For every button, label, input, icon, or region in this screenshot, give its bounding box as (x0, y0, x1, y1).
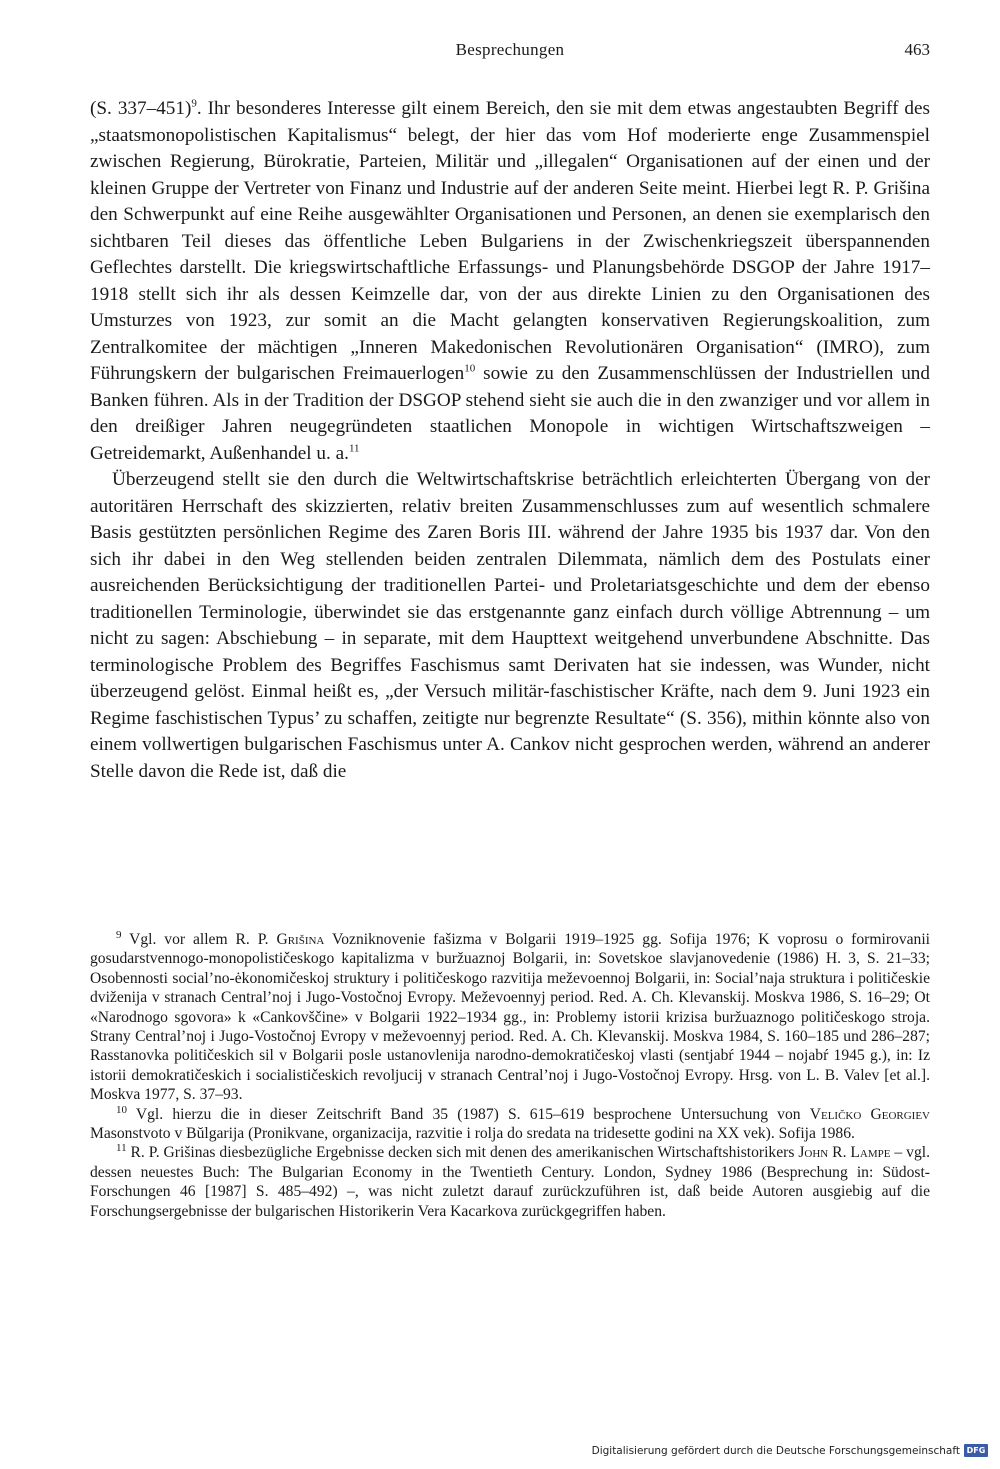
footnote-ref-9[interactable]: 9 (191, 97, 197, 110)
digitization-credit (592, 1444, 988, 1457)
footnote-ref-11[interactable]: 11 (348, 442, 360, 455)
footnote-text: Vozniknovenie fašizma v Bolgarii 1919–1925 gg. Sofija 1976; K voprosu o formirovanii gosudarstvennogo-monopolističeskogo kapitalizma v buržuaznoj Bolgarii, in: Sovetskoe slavjanovedenie (1986) H. 3, S. 21–33; Osobennosti social’no-ėkonomičeskoj struktury i političeskogo razvitija meževoennoj Bolgarii, in: Social’naja struktura i političeskie dviženija v stranach Central’noj i Jugo-Vostočnoj Evropy. Meževoennyj period. Red. A. Ch. Klevanskij. Moskva 1986, S. 16–29; Ot «Narodnogo sgovora» k «Cankovščine» v Bolgarii 1922–1934 gg., in: Problemy istorii krizisa buržuaznogo političeskogo stroja. Strany Central’noj i Jugo-Vostočnoj Evropy v meževoennyj period. Red. A. Ch. Klevanskij. Moskva 1984, S. 160–185 und 286–287; Rasstanovka političeskich sil v Bolgarii posle ustanovlenija narodno-demokratičeskoj vlasti (sentjabŕ 1944 – nojabŕ 1945 g.), in: Iz istorii demokratičeskich i socialističeskich revoljucij v stranach Central’noj i Jugo-Vostočnoj Evropy. Hrsg. von L. B. Valev [et al.]. Moskva 1977, S. 37–93. (90, 931, 930, 1104)
footnote-text: R. P. Grišinas diesbezügliche Ergebnisse decken sich mit denen des amerikanischen Wirtschaftshistorikers (126, 1144, 799, 1162)
paragraph-1-part-b: . Ihr besonderes Interesse gilt einem Bereich, den sie mit dem etwas angestaubten Begriff des „staatsmonopolistischen Kapitalismus“ belegt, der hier das vom Hof moderierte enge Zusammenspiel zwischen Regierung, Bürokratie, Parteien, Militär und „illegalen“ Organisationen auf der einen und der kleinen Gruppe der Vertreter von Finanz und Industrie auf der anderen Seite meint. Hierbei legt R. P. Grišina den Schwerpunkt auf eine Reihe ausgewählter Organisationen und Personen, an denen sie exemplarisch den sichtbaren Teil dieses das öffentliche Leben Bulgariens in der Zwischenkriegszeit überspannenden Geflechtes darstellt. Die kriegswirtschaftliche Erfassungs- und Planungsbehörde DSGOP der Jahre 1917–1918 stellt sich ihr als dessen Keimzelle dar, von der aus direkte Linien zu den Organisationen des Umsturzes von 1923, zur somit an die Macht gelangten konservativen Regierungskoalition, zum Zentralkomitee der mächtigen „Inneren Makedonischen Revolutionären Organisation“ (IMRO), zum Führungskern der bulgarischen Freimauerlogen (90, 98, 930, 384)
credit-text: Digitalisierung gefördert durch die Deutsche Forschungsgemeinschaft (591, 1444, 960, 1457)
dfg-logo-icon: DFG (964, 1444, 988, 1457)
footnote-number: 10 (116, 1103, 127, 1116)
paragraph-2: Überzeugend stellt sie den durch die Weltwirtschaftskrise beträchtlich erleichterten Übergang von der autoritären Herrschaft des skizzierten, relativ breiten Zusammenschlusses zum auf wesentlich schmalere Basis gestützten persönlichen Regime des Zaren Boris III. während der Jahre 1935 bis 1937 dar. Von den sich ihr dabei in den Weg stellenden beiden zentralen Dilemmata, nämlich dem des Postulats einer ausreichenden Berücksichtigung der traditionellen Partei- und Proletariatsgeschichte und dem der ebenso traditionellen Terminologie, überwindet sie das erstgenannte ganz einfach durch völlige Abtrennung – um nicht zu sagen: Abschiebung – in separate, mit dem Haupttext weitgehend unverbundene Abschnitte. Das terminologische Problem des Begriffes Faschismus samt Derivaten hat sie indessen, was Wunder, nicht überzeugend gelöst. Einmal heißt es, „der Versuch militär-faschistischer Kräfte, nach dem 9. Juni 1923 ein Regime faschistischen Typus’ zu schaffen, zeitigte nur begrenzte Resultate“ (S. 356), mithin könnte also von einem vollwertigen bulgarischen Faschismus unter A. Cankov nicht gesprochen werden, während an anderer Stelle davon die Rede ist, daß die (90, 469, 930, 782)
footnote-text: Masonstvoto v Bŭlgarija (Pronikvane, organizacija, razvitie i rolja do sredata na tridesette godini na XX vek). Sofija 1986. (90, 1125, 855, 1143)
paragraph-1-part-c: sowie zu den Zusammenschlüssen der Industriellen und Banken führen. Als in der Tradition der DSGOP stehend sieht sie auch die in den zwanziger und vor allem in den dreißiger Jahren neugegründeten staatlichen Monopole in wichtigen Wirtschaftszweigen – Getreidemarkt, Außenhandel u. a. (90, 363, 930, 464)
footnote-author: Grišina (276, 931, 325, 948)
footnote-number: 9 (116, 928, 122, 941)
footnote-10 (90, 1105, 930, 1144)
footnote-text: Vgl. hierzu die in dieser Zeitschrift Band 35 (1987) S. 615–619 besprochene Untersuchung von (127, 1105, 810, 1123)
page-header (90, 40, 930, 70)
page-number: 463 (904, 40, 930, 59)
footnote-text: – vgl. dessen neuestes Buch: The Bulgarian Economy in the Twentieth Century. London, Sydney 1986 (Besprechung in: Südost-Forschungen 46 [1987] S. 485–492) –, was nicht zuletzt darauf zurückzuführen ist, daß beide Autoren ausgiebig auf die Forschungsergebnisse der bulgarischen Historikerin Vera Kacarkova zurückgegriffen haben. (90, 1144, 930, 1220)
paragraph-1 (90, 96, 930, 467)
footnote-text: Vgl. vor allem R. P. (121, 931, 277, 948)
running-title: Besprechungen (455, 40, 565, 59)
footnote-9 (90, 930, 930, 1105)
main-text (90, 96, 930, 785)
footnote-author: Veličko Georgiev (809, 1105, 930, 1123)
paragraph-1-part-a: (S. 337–451) (90, 98, 192, 119)
footnote-author: John R. Lampe (798, 1144, 891, 1162)
footnote-number: 11 (116, 1142, 127, 1155)
footnote-ref-10[interactable]: 10 (464, 362, 476, 375)
footnotes (90, 930, 930, 1221)
footnote-11 (90, 1143, 930, 1221)
